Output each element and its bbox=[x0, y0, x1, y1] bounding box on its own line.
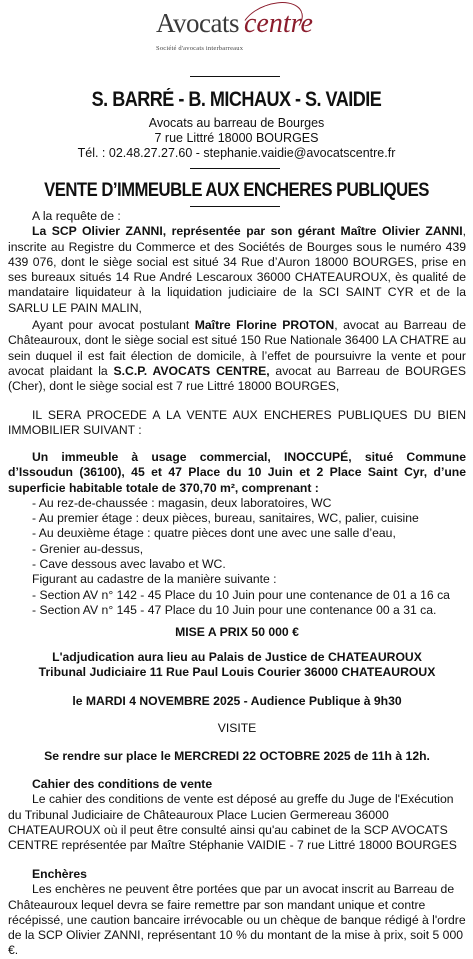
firm-names: S. BARRÉ - B. MICHAUX - S. VAIDIE bbox=[91, 88, 382, 111]
encheres-section bbox=[8, 867, 466, 959]
lawyer-paragraph bbox=[8, 318, 466, 394]
cahier-section bbox=[8, 777, 466, 853]
requester-lead: A la requête de : bbox=[32, 209, 121, 223]
divider bbox=[190, 168, 280, 169]
logo-tagline: Société d'avocats interbarreaux bbox=[156, 45, 244, 52]
cadastre-lead: Figurant au cadastre de la manière suivante : bbox=[32, 572, 277, 587]
lawyer-text-c: , avocat au Barreau de Châteauroux, dont le siège social est situé 150 Rue Nationale 36400 LA CHATRE au sein duquel il est fait élection de domicile, à l’effet de poursuivre la vente et pour avocat plaidant la bbox=[8, 318, 466, 378]
lawyer-name-proton: Maître Florine PROTON bbox=[194, 318, 335, 332]
sale-announcement: IL SERA PROCEDE A LA VENTE AUX ENCHERES PUBLIQUES DU BIEN IMMOBILIER SUIVANT : bbox=[8, 408, 466, 438]
property-item: - Au rez-de-chaussée : magasin, deux laboratoires, WC bbox=[32, 495, 332, 510]
divider bbox=[190, 206, 280, 207]
property-item: - Grenier au-dessus, bbox=[32, 541, 144, 556]
property-item: - Cave dessous avec lavabo et WC. bbox=[32, 557, 226, 572]
cahier-heading: Cahier des conditions de vente bbox=[32, 777, 213, 791]
cadastre-item: - Section AV n° 142 - 45 Place du 10 Juin pour une contenance de 01 a 16 ca bbox=[32, 587, 450, 602]
logo-word-avocats: Avocats bbox=[156, 8, 239, 38]
requester-name: La SCP Olivier ZANNI, représentée par son gérant Maître Olivier ZANNI bbox=[32, 224, 463, 239]
hearing-date: le MARDI 4 NOVEMBRE 2025 - Audience Publique à 9h30 bbox=[72, 694, 402, 708]
firm-contact: Tél. : 02.48.27.27.60 - stephanie.vaidie@avocatscentre.fr bbox=[77, 146, 396, 160]
lawyer-text-a: Ayant pour avocat postulant bbox=[32, 318, 195, 332]
firm-bar: Avocats au barreau de Bourges bbox=[148, 116, 325, 130]
requester-paragraph bbox=[8, 209, 466, 316]
starting-price: MISE A PRIX 50 000 € bbox=[175, 625, 299, 639]
encheres-heading: Enchères bbox=[32, 867, 87, 881]
divider bbox=[190, 76, 280, 77]
cahier-text: Le cahier des conditions de vente est déposé au greffe du Juge de l'Exécution du Tribunal Judiciaire de Châteauroux Place Lucien Germereau 36000 CHATEAUROUX où il peut être consulté ainsi qu'au cabinet de la SCP AVOCATS CENTRE représentée par Maître Stéphanie VAIDIE - 7 rue Littré 18000 BOURGES bbox=[8, 792, 457, 853]
notice-title: VENTE D’IMMEUBLE AUX ENCHERES PUBLIQUES bbox=[44, 180, 429, 201]
visit-heading: VISITE bbox=[217, 721, 257, 735]
cadastre-item: - Section AV n° 145 - 47 Place du 10 Juin pour une contenance 00 a 31 ca. bbox=[32, 602, 437, 617]
property-item: - Au premier étage : deux pièces, bureau, sanitaires, WC, palier, cuisine bbox=[32, 511, 419, 526]
avocats-centre-logo bbox=[150, 4, 320, 56]
property-summary: Un immeuble à usage commercial, INOCCUPÉ, situé Commune d’Issoudun (36100), 45 et 47 Place du 10 Juin et 2 Place Saint Cyr, d’une superficie habitable totale de 370,70 m², comprenant : bbox=[8, 450, 466, 495]
firm-address: 7 rue Littré 18000 BOURGES bbox=[154, 131, 319, 145]
property-item: - Au deuxième étage : quatre pièces dont une avec une salle d’eau, bbox=[32, 526, 396, 541]
adjudication-line-2: Tribunal Judiciaire 11 Rue Paul Louis Courier 36000 CHATEAUROUX bbox=[38, 665, 436, 680]
lawyer-text-e: avocat au Barreau de BOURGES (Cher), dont le siège social est 7 rue Littré 18000 BOURGES, bbox=[8, 363, 467, 394]
visit-date: Se rendre sur place le MERCREDI 22 OCTOBRE 2025 de 11h à 12h. bbox=[44, 749, 430, 763]
encheres-text: Les enchères ne peuvent être portées que par un avocat inscrit au Barreau de Châteauroux lequel devra se faire remettre par son mandant unique et contre récépissé, une caution bancaire irrévocable ou un chèque de banque rédigé à l'ordre de la SCP Olivier ZANNI, représentant 10 % du montant de la mise à prix, soit 5 000 €. bbox=[8, 882, 466, 958]
adjudication-line-1: L'adjudication aura lieu au Palais de Justice de CHATEAUROUX bbox=[52, 650, 422, 664]
requester-details: , inscrite au Registre du Commerce et des Sociétés de Bourges sous le numéro 439 439 076, dont le siège social est situé 34 Rue d’Auron 18000 BOURGES, prise en ses bureaux situés 14 Rue André Lescaroux 36000 CHATEAUROUX, ès qualité de mandataire liquidateur à la liquidation judiciaire de la SCI SAINT CYR et de la SARLU LE PAIN MALIN, bbox=[8, 224, 466, 315]
adjudication-place bbox=[8, 650, 466, 681]
property-description bbox=[8, 450, 466, 618]
lawyer-name-scp: S.C.P. AVOCATS CENTRE, bbox=[113, 363, 270, 378]
logo-word-centre: centre bbox=[244, 8, 313, 39]
